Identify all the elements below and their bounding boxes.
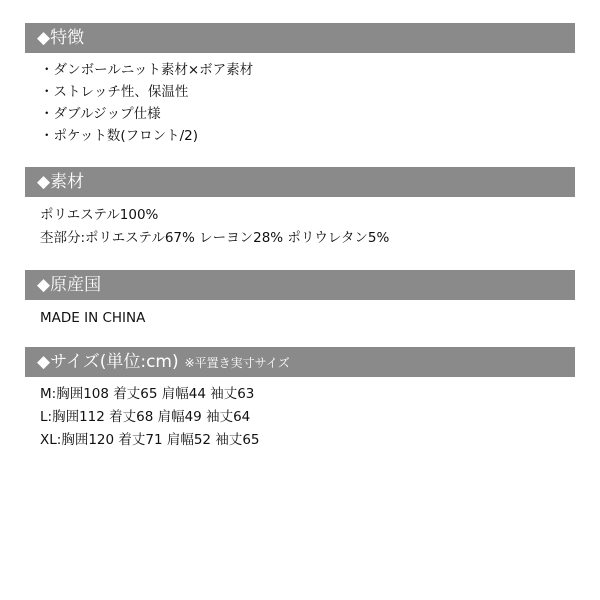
size-header xyxy=(25,347,575,377)
material-title: ◆素材 xyxy=(37,172,85,192)
material-line: 杢部分:ポリエステル67% レーヨン28% ポリウレタン5% xyxy=(40,230,390,246)
size-line: XL:胸囲120 着丈71 肩幅52 袖丈65 xyxy=(40,432,260,448)
features-title: ◆特徴 xyxy=(37,28,85,48)
origin-header xyxy=(25,270,575,300)
size-note: ※平置き実寸サイズ xyxy=(184,355,290,370)
size-line: L:胸囲112 着丈68 肩幅49 袖丈64 xyxy=(40,409,251,425)
material-line: ポリエステル100% xyxy=(40,207,159,223)
feature-item: ・ダンボールニット素材×ボア素材 xyxy=(40,62,254,78)
size-title: ◆サイズ(単位:cm) xyxy=(37,352,179,372)
material-header xyxy=(25,167,575,197)
origin-line: MADE IN CHINA xyxy=(40,310,146,326)
feature-item: ・ポケット数(フロント/2) xyxy=(40,128,198,144)
features-header xyxy=(25,23,575,53)
size-line: M:胸囲108 着丈65 肩幅44 袖丈63 xyxy=(40,386,255,402)
origin-title: ◆原産国 xyxy=(37,275,102,295)
feature-item: ・ダブルジップ仕様 xyxy=(40,106,161,122)
feature-item: ・ストレッチ性、保温性 xyxy=(40,84,189,100)
